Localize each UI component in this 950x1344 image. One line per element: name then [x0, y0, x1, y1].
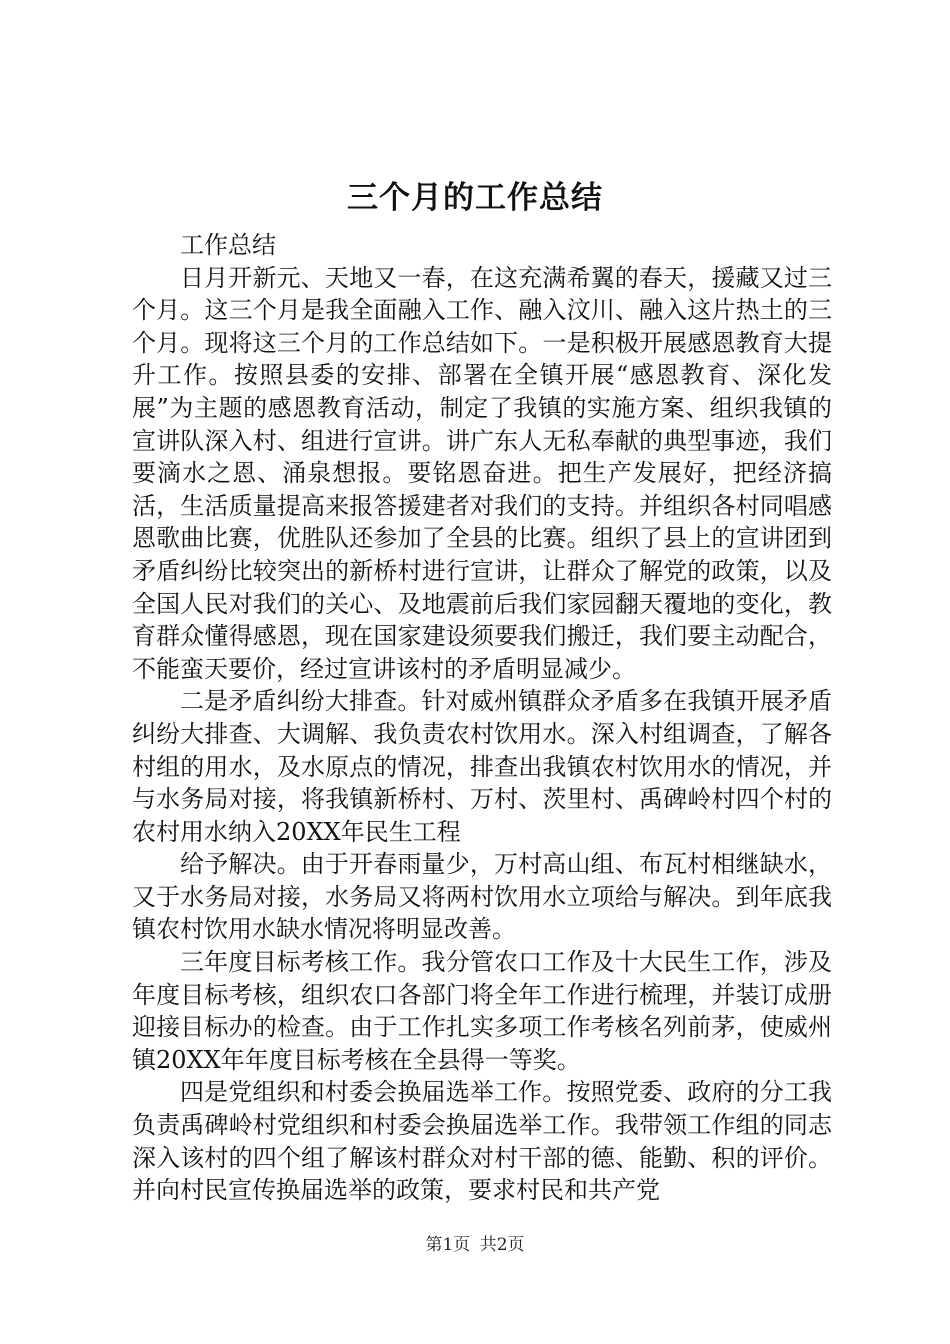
paragraph-3: 给予解决。由于开春雨量少，万村高山组、布瓦村相继缺水，又于水务局对接，水务局又将两村饮用水立项给与解决。到年底我镇农村饮用水缺水情况将明显改善。: [132, 850, 832, 944]
document-body: [132, 229, 832, 1207]
page-total: 共2页: [479, 1235, 525, 1255]
page-number: 第1页: [425, 1235, 471, 1255]
paragraph-1: 日月开新元、天地又一春，在这充满希翼的春天，援藏又过三个月。这三个月是我全面融入工作、融入汶川、融入这片热土的三个月。现将这三个月的工作总结如下。一是积极开展感恩教育大提升工作。按照县委的安排、部署在全镇开展“感恩教育、深化发展”为主题的感恩教育活动，制定了我镇的实施方案、组织我镇的宣讲队深入村、组进行宣讲。讲广东人无私奉献的典型事迹，我们要滴水之恩、涌泉想报。要铭恩奋进。把生产发展好，把经济搞活，生活质量提高来报答援建者对我们的支持。并组织各村同唱感恩歌曲比赛，优胜队还参加了全县的比赛。组织了县上的宣讲团到矛盾纠纷比较突出的新桥村进行宣讲，让群众了解党的政策，以及全国人民对我们的关心、及地震前后我们家园翻天覆地的变化，教育群众懂得感恩，现在国家建设须要我们搬迁，我们要主动配合，不能蛮天要价，经过宣讲该村的矛盾明显减少。: [132, 263, 832, 683]
paragraph-heading: 工作总结: [180, 231, 276, 259]
paragraph-2: 二是矛盾纠纷大排查。针对威州镇群众矛盾多在我镇开展矛盾纠纷大排查、大调解、我负责农村饮用水。深入村组调查，了解各村组的用水，及水原点的情况，排查出我镇农村饮用水的情况，并与水务局对接，将我镇新桥村、万村、茨里村、禹碑岭村四个村的农村用水纳入20XX年民生工程: [132, 687, 832, 846]
document-title: 三个月的工作总结: [347, 180, 603, 216]
paragraph-5: 四是党组织和村委会换届选举工作。按照党委、政府的分工我负责禹碑岭村党组织和村委会换届选举工作。我带领工作组的同志深入该村的四个组了解该村群众对村干部的德、能勤、积的评价。并向村民宣传换届选举的政策，要求村民和共产党: [132, 1078, 832, 1205]
paragraph-4: 三年度目标考核工作。我分管农口工作及十大民生工作，涉及年度目标考核，组织农口各部门将全年工作进行梳理，并装订成册迎接目标办的检查。由于工作扎实多项工作考核名列前茅，使威州镇20XX年年度目标考核在全县得一等奖。: [132, 948, 832, 1074]
page-footer: [0, 1234, 950, 1256]
